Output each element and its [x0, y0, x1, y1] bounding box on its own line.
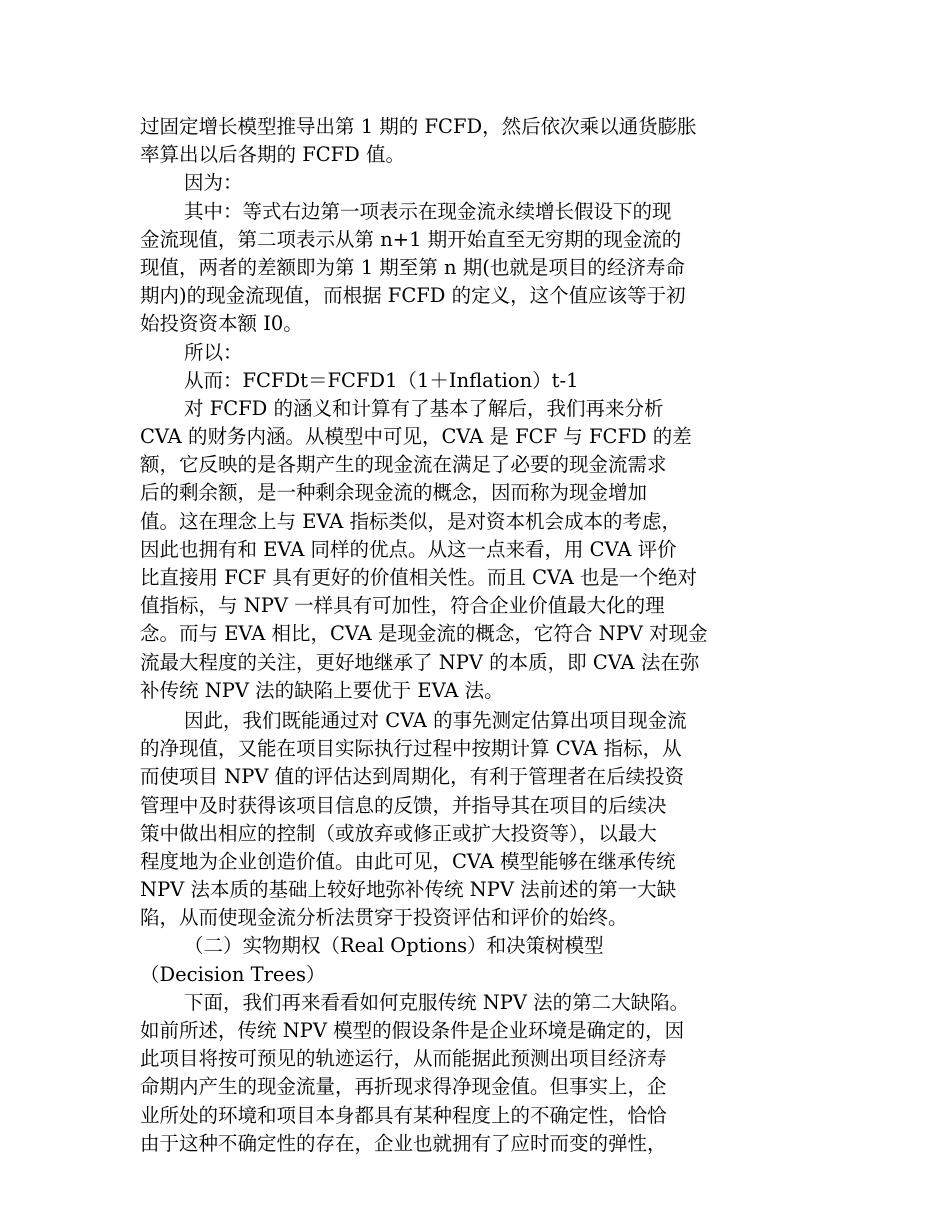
text-line: 对 FCFD 的涵义和计算有了基本了解后，我们再来分析: [184, 396, 664, 420]
text-line: 由于这种不确定性的存在，企业也就拥有了应时而变的弹性，: [140, 1131, 667, 1155]
text-line: 现值，两者的差额即为第 1 期至第 n 期(也就是项目的经济寿命: [140, 255, 685, 279]
text-line: 程度地为企业创造价值。由此可见，CVA 模型能够在继承传统: [140, 849, 676, 873]
text-line: 业所处的环境和项目本身都具有某种程度上的不确定性，恰恰: [140, 1103, 667, 1127]
text-line: 金流现值，第二项表示从第 n+1 期开始直至无穷期的现金流的: [140, 227, 682, 251]
text-line: 其中：等式右边第一项表示在现金流永续增长假设下的现: [184, 199, 672, 223]
text-line: 管理中及时获得该项目信息的反馈，并指导其在项目的后续决: [140, 793, 667, 817]
text-line: 值。这在理念上与 EVA 指标类似，是对资本机会成本的考虑，: [140, 509, 681, 533]
text-line: 期内)的现金流现值，而根据 FCFD 的定义，这个值应该等于初: [140, 284, 686, 308]
text-line: 的净现值，又能在项目实际执行过程中按期计算 CVA 指标，从: [140, 737, 682, 761]
text-line: 陷，从而使现金流分析法贯穿于投资评估和评价的始终。: [140, 906, 628, 930]
text-line: 念。而与 EVA 相比，CVA 是现金流的概念，它符合 NPV 对现金: [140, 622, 708, 646]
text-line: 下面，我们再来看看如何克服传统 NPV 法的第二大缺陷。: [184, 990, 690, 1014]
text-line: CVA 的财务内涵。从模型中可见，CVA 是 FCF 与 FCFD 的差: [140, 425, 692, 449]
text-line: （二）实物期权（Real Options）和决策树模型: [184, 934, 604, 958]
text-line: 命期内产生的现金流量，再折现求得净现金值。但事实上，企: [140, 1075, 667, 1099]
text-line: 比直接用 FCF 具有更好的价值相关性。而且 CVA 也是一个绝对: [140, 566, 698, 589]
document-body: [140, 113, 745, 1158]
text-line: 此项目将按可预见的轨迹运行，从而能据此预测出项目经济寿: [140, 1047, 667, 1071]
text-line: 如前所述，传统 NPV 模型的假设条件是企业环境是确定的，因: [140, 1019, 685, 1042]
text-line: 从而：FCFDt＝FCFD1（1＋Inflation）t-1: [184, 368, 579, 392]
text-line: 而使项目 NPV 值的评估达到周期化，有利于管理者在后续投资: [140, 765, 685, 789]
text-line: 因此，我们既能通过对 CVA 的事先测定估算出项目现金流: [184, 708, 687, 732]
text-line: 因为：: [184, 171, 243, 195]
text-line: 始投资资本额 I0。: [140, 312, 303, 336]
text-line: 策中做出相应的控制（或放弃或修正或扩大投资等），以最大: [140, 821, 657, 845]
text-line: 额，它反映的是各期产生的现金流在满足了必要的现金流需求: [140, 453, 667, 477]
text-line: 流最大程度的关注，更好地继承了 NPV 的本质，即 CVA 法在弥: [140, 650, 700, 674]
text-line: 值指标，与 NPV 一样具有可加性，符合企业价值最大化的理: [140, 594, 665, 618]
text-line: 因此也拥有和 EVA 同样的优点。从这一点来看，用 CVA 评价: [140, 537, 677, 561]
text-line: 过固定增长模型推导出第 1 期的 FCFD，然后依次乘以通货膨胀: [140, 115, 697, 138]
text-line: （Decision Trees）: [140, 962, 326, 986]
text-line: 率算出以后各期的 FCFD 值。: [140, 143, 406, 167]
text-line: 补传统 NPV 法的缺陷上要优于 EVA 法。: [140, 678, 504, 702]
text-line: 后的剩余额，是一种剩余现金流的概念，因而称为现金增加: [140, 481, 648, 505]
text-line: NPV 法本质的基础上较好地弥补传统 NPV 法前述的第一大缺: [140, 878, 677, 902]
text-line: 所以：: [184, 340, 243, 364]
